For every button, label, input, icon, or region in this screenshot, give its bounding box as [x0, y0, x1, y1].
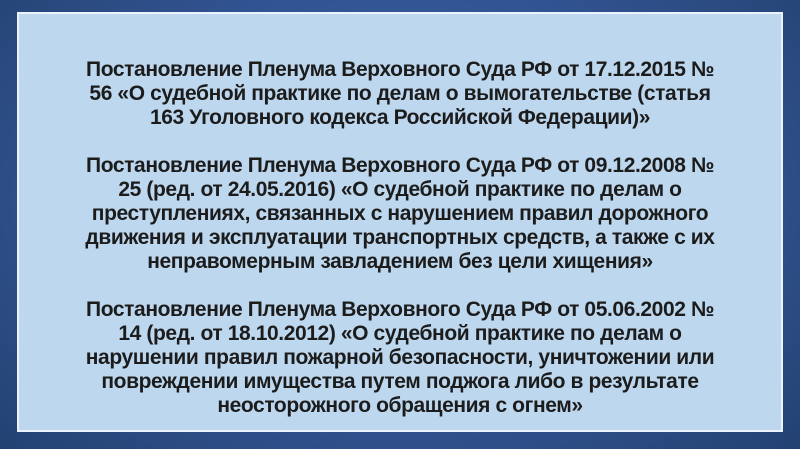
- text-line: неосторожного обращения с огнем»: [217, 394, 583, 417]
- resolution-paragraph-3: [19, 298, 781, 418]
- resolution-paragraph-2: [19, 154, 781, 274]
- content-panel: [17, 12, 783, 432]
- text-line: 163 Уголовного кодекса Российской Федерации)»: [149, 106, 651, 129]
- text-line: Постановление Пленума Верховного Суда РФ от 17.12.2015 №: [86, 58, 714, 81]
- text-line: 56 «О судебной практике по делам о вымогательстве (статья: [89, 82, 711, 105]
- text-line: повреждении имущества путем поджога либо в результате: [101, 370, 699, 393]
- text-line: движения и эксплуатации транспортных средств, а также с их: [85, 226, 715, 249]
- text-block: [19, 58, 781, 418]
- text-line: неправомерным завладением без цели хищения»: [147, 250, 653, 273]
- resolution-paragraph-1: [19, 58, 781, 130]
- text-line: 14 (ред. от 18.10.2012) «О судебной практике по делам о: [118, 322, 682, 345]
- text-line: Постановление Пленума Верховного Суда РФ от 05.06.2002 №: [86, 298, 714, 321]
- text-line: Постановление Пленума Верховного Суда РФ от 09.12.2008 №: [86, 154, 714, 177]
- text-line: преступлениях, связанных с нарушением правил дорожного: [91, 202, 709, 225]
- text-line: 25 (ред. от 24.05.2016) «О судебной практике по делам о: [118, 178, 682, 201]
- text-line: нарушении правил пожарной безопасности, уничтожении или: [85, 346, 715, 369]
